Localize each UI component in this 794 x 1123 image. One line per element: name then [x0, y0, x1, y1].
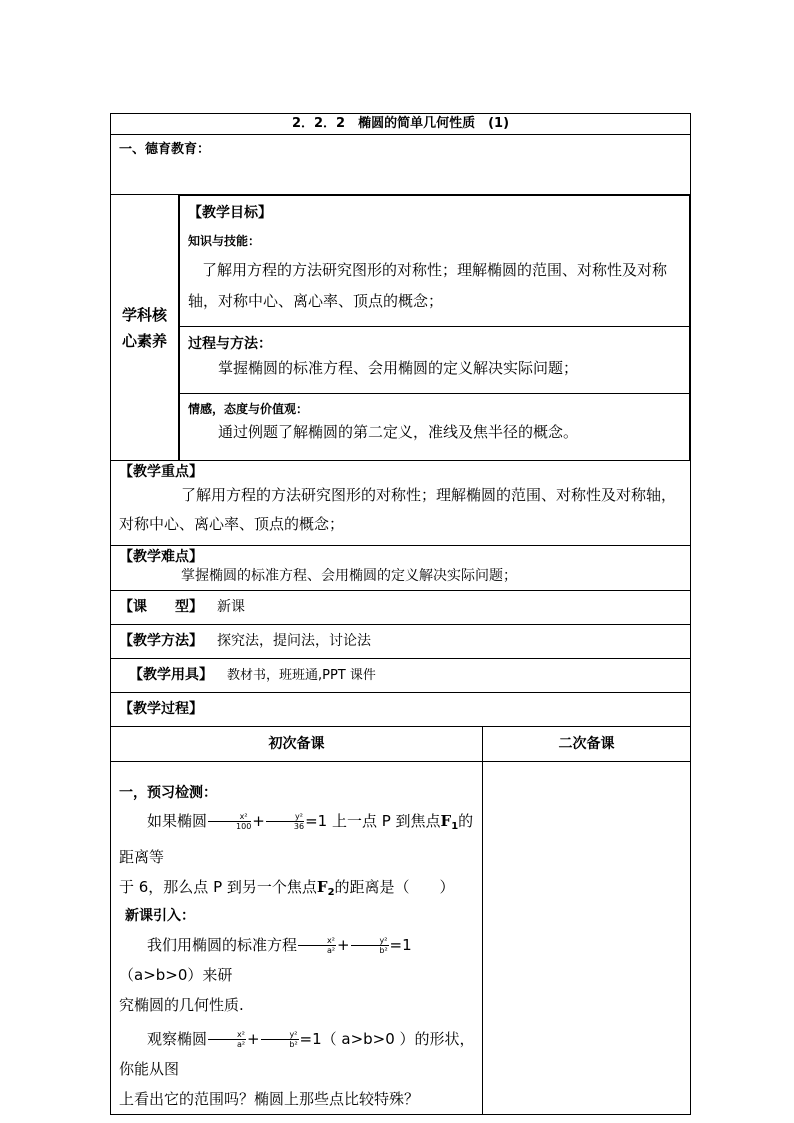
core-literacy-line1: 学科核: [121, 305, 167, 324]
tools-label: 【教学用具】: [129, 667, 213, 683]
preview-question-line2: [119, 872, 476, 908]
fraction-x2-over-a2: [208, 1030, 246, 1049]
fraction-x2-over-100: [208, 812, 251, 831]
key-point-cell: [111, 461, 691, 546]
key-point-label: 【教学重点】: [119, 464, 203, 480]
lesson-type-label: 【课 型】: [119, 599, 203, 615]
emotion-text: 通过例题了解椭圆的第二定义，准线及焦半径的概念。: [218, 423, 579, 441]
p1-frac-a: a²: [326, 946, 336, 955]
core-literacy-line2: 心素养: [121, 331, 167, 350]
emotion-label: 情感，态度与价值观：: [188, 402, 309, 416]
focus-f2-sub: 2: [327, 887, 335, 898]
plus-sign: +: [252, 812, 265, 830]
tools-row: [111, 659, 691, 693]
process-section-label: 【教学过程】: [119, 701, 203, 717]
process-row: [111, 693, 691, 727]
frac2-num: y²: [266, 812, 304, 822]
q1-text-e: 的距离是（ ）: [334, 878, 455, 896]
knowledge-label: 知识与技能：: [188, 234, 261, 248]
p1-text-a: 我们用椭圆的标准方程: [147, 936, 298, 954]
moral-education-label: 一、德育教育：: [111, 135, 691, 195]
p1-frac-x: x²: [298, 936, 336, 946]
objectives-cell: [179, 195, 691, 461]
plus-sign: +: [336, 936, 350, 954]
difficulty-text: 掌握椭圆的标准方程、会用椭圆的定义解决实际问题；: [181, 568, 517, 584]
p1-frac-b: b²: [379, 946, 388, 955]
knowledge-text: 了解用方程的方法研究图形的对称性；理解椭圆的范围、对称性及对称轴，对称中心、离心率、顶点的概念；: [188, 261, 668, 310]
method-row: [111, 625, 691, 659]
second-prep-header: 二次备课: [483, 727, 691, 762]
process-text: 掌握椭圆的标准方程、会用椭圆的定义解决实际问题；: [218, 359, 579, 377]
objectives-table: [179, 195, 690, 460]
intro-paragraph2-line2: 上看出它的范围吗？椭圆上那些点比较特殊？: [119, 1090, 420, 1108]
frac2-den: 36: [293, 822, 305, 831]
lesson-plan: [110, 113, 690, 1115]
process-label: 过程与方法：: [188, 336, 272, 352]
method-label: 【教学方法】: [119, 633, 203, 649]
preview-heading: 一，预习检测：: [119, 785, 217, 801]
q1-text-d: 于 6，那么点 P 到另一个焦点: [119, 878, 317, 896]
intro-paragraph1-line2: 究椭圆的几何性质.: [119, 996, 244, 1014]
p2-frac-x: x²: [208, 1030, 246, 1040]
intro-paragraph2-line1: [119, 1024, 476, 1084]
fraction-y2-over-b2: [351, 936, 389, 955]
second-prep-content: [483, 762, 691, 1115]
fraction-y2-over-36: [266, 812, 304, 831]
q1-text-b: =1 上一点 P 到焦点: [305, 812, 441, 830]
objectives-header: 【教学目标】: [188, 205, 272, 221]
preview-question-line1: [119, 806, 476, 872]
fraction-y2-over-b2: [261, 1030, 299, 1049]
lesson-type-row: [111, 591, 691, 625]
difficulty-cell: [111, 546, 691, 591]
p2-frac-y: y²: [261, 1030, 299, 1040]
intro-heading: 新课引入：: [125, 908, 195, 924]
q1-text-c: 的距离等: [119, 812, 474, 866]
intro-paragraph1-line1: [119, 930, 476, 990]
frac1-num: x²: [208, 812, 251, 822]
p1-text-b: =1 （a>b>0）来研: [119, 936, 427, 984]
p2-frac-b: b²: [289, 1040, 298, 1049]
key-point-text: 了解用方程的方法研究图形的对称性；理解椭圆的范围、对称性及对称轴，对称中心、离心率、顶点的概念；: [119, 486, 677, 533]
p1-frac-y: y²: [351, 936, 389, 946]
first-prep-header: 初次备课: [111, 727, 483, 762]
focus-f1-sub: 1: [451, 821, 459, 832]
p2-text-a: 观察椭圆: [147, 1030, 208, 1048]
method-value: 探究法，提问法，讨论法: [217, 633, 371, 649]
tools-value: 教材书，班班通,PPT 课件: [227, 668, 376, 683]
frac1-den: 100: [236, 822, 252, 831]
p2-frac-a: a²: [236, 1040, 246, 1049]
plus-sign: +: [246, 1030, 260, 1048]
q1-text-a: 如果椭圆: [147, 812, 208, 830]
core-literacy-label: [111, 195, 179, 461]
difficulty-label: 【教学难点】: [119, 549, 203, 565]
focus-f1: F: [440, 812, 452, 830]
focus-f2: F: [316, 878, 328, 896]
p2-text-b: =1（ a>b>0 ）的形状，你能从图: [119, 1030, 475, 1078]
page-title: 2．2．2 椭圆的简单几何性质 (1): [111, 114, 691, 135]
lesson-type-value: 新课: [217, 599, 245, 615]
lesson-plan-table: [110, 113, 691, 1115]
fraction-x2-over-a2: [298, 936, 336, 955]
first-prep-content: [111, 762, 483, 1115]
